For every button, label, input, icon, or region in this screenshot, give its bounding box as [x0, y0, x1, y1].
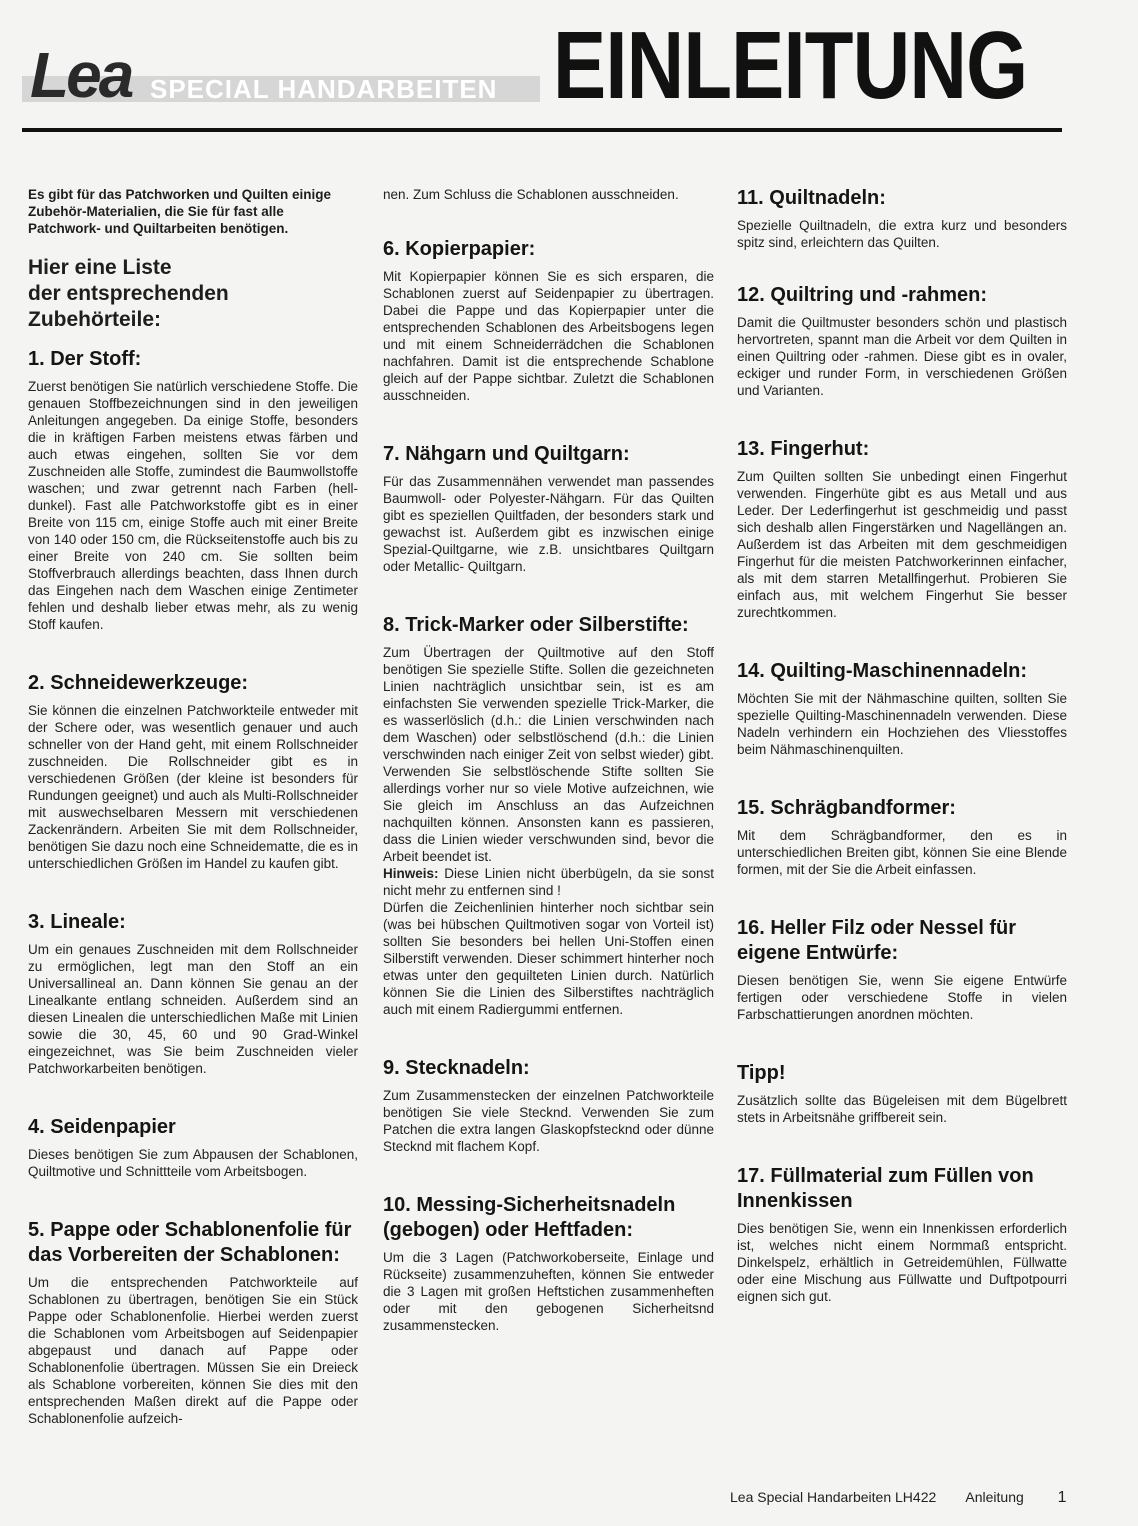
section-text: Zum Quilten sollten Sie unbedingt einen Fingerhut verwenden. Fingerhüte gibt es aus Metall und aus Leder. Der Lederfingerhut ist geschmeidig und passt sich deshalb allen Fingerstärken und Nagellängen an. Außerdem ist das Arbeiten mit dem geschmeidigen Fingerhut für die meisten Patchworkerinnen einfacher, als mit dem starren Metallfingerhut. Probieren Sie einfach aus, mit welchem Fingerhut Sie besser zurechtkommen.	[737, 469, 1067, 620]
section-quilt-hoop	[737, 283, 1067, 399]
section-trick-marker	[383, 613, 714, 1018]
section-title: Tipp!	[737, 1062, 786, 1084]
logo-subtitle: SPECIAL HANDARBEITEN	[150, 74, 498, 104]
section-text: Mit dem Schrägbandformer, den es in unterschiedlichen Breiten gibt, können Sie eine Blende formen, mit der Sie die Arbeit einfassen.	[737, 828, 1067, 877]
section-title: 15. Schrägbandformer:	[737, 797, 956, 819]
column-2	[383, 186, 714, 1372]
section-quilting-needles	[737, 186, 1067, 251]
section-text: Für das Zusammennähen verwendet man passendes Baumwoll- oder Polyester-Nähgarn. Für das Quilten gibt es speziellen Quiltfaden, der besonders stark und gewachst ist. Außerdem gibt es inzwischen einige Spezial-Quiltgarne, wie z.B. unsichtbares Quiltgarn oder Metallic- Quiltgarn.	[383, 474, 714, 574]
section-title: 16. Heller Filz oder Nessel für eigene Entwürfe:	[737, 917, 1016, 964]
section-rulers	[28, 910, 358, 1077]
section-title: 9. Stecknadeln:	[383, 1057, 530, 1079]
section-title: 1. Der Stoff:	[28, 348, 142, 370]
section-text: Damit die Quiltmuster besonders schön und plastisch hervortreten, spannt man die Arbeit vor dem Quilten in einen Quiltring oder -rahmen. Diese gibt es in ovaler, eckiger und runder Form, in verschiedenen Größen und Varianten.	[737, 315, 1067, 398]
section-title: 14. Quilting-Maschinennadeln:	[737, 660, 1028, 682]
section-machine-needles	[737, 659, 1067, 758]
section-carbon-paper	[383, 237, 714, 404]
section-title: 6. Kopierpapier:	[383, 238, 536, 260]
section-pins	[383, 1056, 714, 1155]
section-title: 5. Pappe oder Schablonenfolie für das Vorbereiten der Schablonen:	[28, 1219, 352, 1266]
section-title: 4. Seidenpapier	[28, 1116, 176, 1138]
section-text: Zuerst benötigen Sie natürlich verschiedene Stoffe. Die genauen Stoffbezeichnungen sind in den jeweiligen Anleitungen angegeben. Da einige Stoffe, besonders die in kräftigen Farben meistens etwas färben und auch etwas eingehen, sollten Sie vor dem Zuschneiden alle Stoffe, zumindest die Baumwollstoffe waschen; und zwar getrennt nach Farben (hell-dunkel). Fast alle Patchworkstoffe gibt es in einer Breite von 115 cm, einige Stoffe auch mit einer Breite von 140 oder 150 cm, die Rückseitenstoffe auch bis zu einer Breite von 240 cm. Sie sollten beim Stoffverbrauch allerdings beachten, dass Ihnen durch das Eingehen nach dem Waschen einige Zentimeter fehlen und deshalb lieber etwas mehr, als zu wenig Stoff kaufen.	[28, 379, 358, 632]
list-heading-line-1: Hier eine Liste	[28, 256, 172, 279]
section-text: Dieses benötigen Sie zum Abpausen der Schablonen, Quiltmotive und Schnittteile vom Arbeitsbogen.	[28, 1147, 358, 1179]
section-fabric	[28, 347, 358, 633]
page-footer	[730, 1488, 1067, 1507]
section-cardboard-template-film	[28, 1218, 358, 1427]
section-title: 8. Trick-Marker oder Silberstifte:	[383, 614, 689, 636]
section-text: Dies benötigen Sie, wenn ein Innenkissen erforderlich ist, welches nicht einem Normmaß entspricht. Dinkelspelz, erhältlich in Getreidemühlen, Füllwatte oder eine Mischung aus Füllwatte und Duftpotpourri eignen sich gut.	[737, 1221, 1067, 1304]
section-title: 3. Lineale:	[28, 911, 126, 933]
section-title: 2. Schneidewerkzeuge:	[28, 672, 249, 694]
continuation-text: nen. Zum Schluss die Schablonen ausschneiden.	[383, 187, 679, 202]
column-3	[737, 186, 1067, 1343]
title-rule	[22, 128, 1062, 132]
section-text: Möchten Sie mit der Nähmaschine quilten, sollten Sie spezielle Quilting-Maschinennadeln verwenden. Diese Nadeln verhindern ein Hochziehen des Vliesstoffes beim Nähmaschinenquilten.	[737, 691, 1067, 757]
section-text: Spezielle Quiltnadeln, die extra kurz und besonders spitz sind, erleichtern das Quilten.	[737, 218, 1067, 250]
section-text-2: Dürfen die Zeichenlinien hinterher noch sichtbar sein (was bei hübschen Quiltmotiven sogar von Vorteil ist) sollten Sie besonders bei hellen Uni-Stoffen einen Silberstift verwenden. Dieser schimmert hinterher noch etwas unter den gequilteten Linien durch. Natürlich können Sie die Linien des Silberstiftes nachträglich auch mit einem Radiergummi entfernen.	[383, 900, 714, 1017]
section-text: Zum Zusammenstecken der einzelnen Patchworkteile benötigen Sie viele Stecknd. Verwenden Sie zum Patchen die extra langen Glaskopfstecknd oder dünne Stecknd mit flachem Kopf.	[383, 1088, 714, 1154]
section-thimble	[737, 437, 1067, 621]
section-title: 7. Nähgarn und Quiltgarn:	[383, 443, 630, 465]
section-title: 17. Füllmaterial zum Füllen von Innenkissen	[737, 1165, 1034, 1212]
section-bias-tape-maker	[737, 796, 1067, 878]
column-1	[28, 186, 358, 1465]
footer-magazine: Lea Special Handarbeiten LH422	[730, 1489, 937, 1505]
section-safety-pins	[383, 1193, 714, 1334]
section-text: Diesen benötigen Sie, wenn Sie eigene Entwürfe fertigen oder verschiedene Stoffe in vielen Farbschattierungen anordnen möchten.	[737, 973, 1067, 1022]
section-title: 10. Messing-Sicherheitsnadeln (gebogen) oder Heftfaden:	[383, 1194, 676, 1241]
section-title: 13. Fingerhut:	[737, 438, 870, 460]
section-text: Zum Übertragen der Quiltmotive auf den Stoff benötigen Sie spezielle Stifte. Sollen die gezeichneten Linien nachträglich unsichtbar sein, ist es am einfachsten Sie verwenden spezielle Trick-Marker, die es wasserlöslich (d.h.: die Linien verschwinden nach dem Waschen) oder selbstlöschend (d.h.: die Linien verschwinden nach einiger Zeit von selbst wieder) gibt. Verwenden Sie selbstlöschende Stifte sollten Sie allerdings vorher nur so viele Motive aufzeichnen, wie Sie gleich im Anschluss an das Aufzeichnen nachquilten können. Ansonsten kann es passieren, dass die Linien wieder verschwunden sind, bevor die Arbeit beendet ist.	[383, 645, 714, 864]
section-text: Um die 3 Lagen (Patchworkoberseite, Einlage und Rückseite) zusammenzuheften, können Sie entweder die 3 Lagen mit großen Heftstichen zusammenheften oder mit den gebogenen Sicherheitsnd zusammenstecken.	[383, 1250, 714, 1333]
section-tissue-paper	[28, 1115, 358, 1180]
hint-label: Hinweis:	[383, 866, 439, 881]
section-tip	[737, 1061, 1067, 1126]
footer-section: Anleitung	[965, 1489, 1024, 1505]
section-hint	[383, 865, 714, 899]
section-felt	[737, 916, 1067, 1023]
lea-logo: Lea	[30, 39, 132, 111]
list-heading	[28, 255, 358, 333]
hint-text: Diese Linien nicht überbügeln, da sie sonst nicht mehr zu entfernen sind !	[383, 866, 714, 898]
section-title: 12. Quiltring und -rahmen:	[737, 284, 988, 306]
page-number: 1	[1057, 1489, 1067, 1506]
page-title: EINLEITUNG	[553, 12, 1028, 119]
section-cutting-tools	[28, 671, 358, 872]
section-text: Zusätzlich sollte das Bügeleisen mit dem Bügelbrett stets in Arbeitsnähe griffbereit sein.	[737, 1093, 1067, 1125]
section-filling	[737, 1164, 1067, 1305]
section-text: Um ein genaues Zuschneiden mit dem Rollschneider zu ermöglichen, legt man den Stoff an ein Universallineal an. Dann können Sie genau an der Linealkante entlang schneiden. Außerdem sind an diesen Linealen die unterschiedlichen Maße mit Linien sowie die 30, 45, 60 und 90 Grad-Winkel eingezeichnet, was Sie beim Zuschneiden vieler Patchworkarbeiten benötigen.	[28, 942, 358, 1076]
masthead	[0, 0, 1138, 140]
section-title: 11. Quiltnadeln:	[737, 187, 886, 209]
list-heading-line-2: der entsprechenden Zubehörteile:	[28, 282, 229, 331]
section-sewing-thread	[383, 442, 714, 575]
section-text: Um die entsprechenden Patchworkteile auf Schablonen zu übertragen, benötigen Sie ein Stück Pappe oder Schablonenfolie. Hierbei werden zuerst die Schablonen vom Arbeitsbogen auf Seidenpapier abgepaust und danach auf Pappe oder Schablonenfolie übertragen. Müssen Sie ein Dreieck als Schablone vorbereiten, können Sie dies mit den entsprechenden Maßen direkt auf die Pappe oder Schablonenfolie aufzeich-	[28, 1275, 358, 1426]
intro-text: Es gibt für das Patchworken und Quilten einige Zubehör-Materialien, die Sie für fast alle Patchwork- und Quiltarbeiten benötigen.	[28, 187, 332, 236]
section-text: Mit Kopierpapier können Sie es sich ersparen, die Schablonen zuerst auf Seidenpapier zu übertragen. Dabei die Pappe und das Kopierpapier unter die entsprechenden Schablonen des Arbeitsbogens legen und mit einem Schneiderrädchen die Schablonen nachfahren. Damit ist die entsprechende Schablone gleich auf der Pappe sichtbar. Zuletzt die Schablonen ausschneiden.	[383, 269, 714, 403]
section-text: Sie können die einzelnen Patchworkteile entweder mit der Schere oder, was wesentlich genauer und auch schneller von der Hand geht, mit einem Rollschneider zuschneiden. Die Rollschneider gibt es in verschiedenen Größen (der kleine ist besonders für Rundungen geeignet) und auch als Multi-Rollschneider mit auswechselbaren Messern mit verschiedenen Zackenrändern. Arbeiten Sie mit dem Rollschneider, benötigen Sie dazu noch eine Schneidematte, die es in unterschiedlichen Größen im Handel zu kaufen gibt.	[28, 703, 358, 871]
